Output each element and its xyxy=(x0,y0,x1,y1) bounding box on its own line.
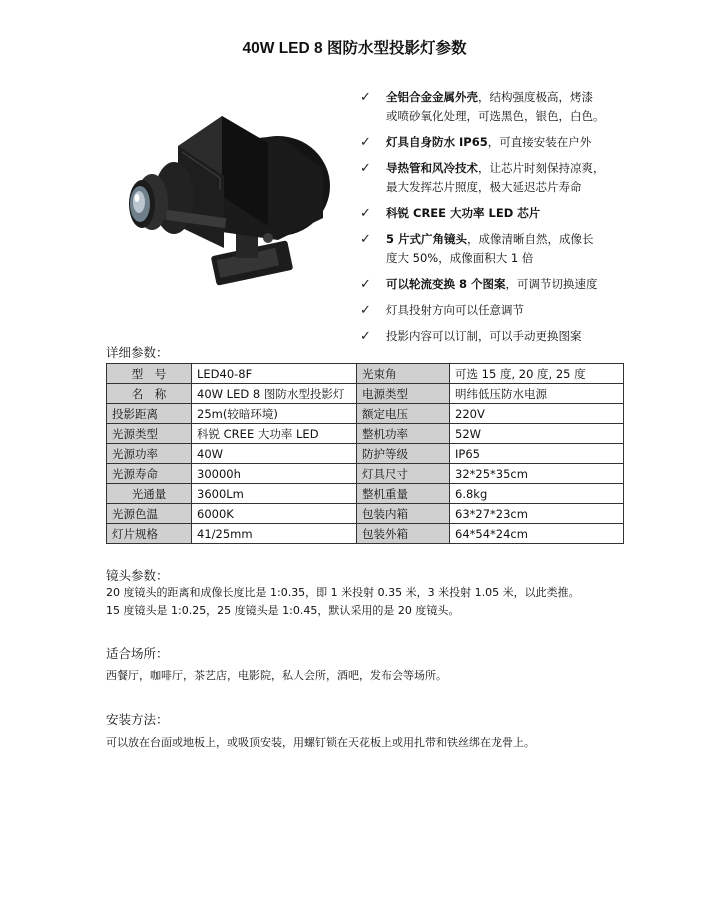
install-text: 可以放在台面或地板上，或吸顶安装，用螺钉锁在天花板上或用扎带和铁丝绑在龙骨上。 xyxy=(106,736,535,749)
spec-label: 光束角 xyxy=(357,364,450,384)
feature-text-line2: 度大 50%，成像面积大 1 倍 xyxy=(386,251,534,265)
lens-line-1: 20 度镜头的距离和成像长度比是 1:0.35，即 1 米投射 0.35 米，3 米投射 1.05 米，以此类推。 xyxy=(106,586,580,599)
spec-value: 63*27*23cm xyxy=(450,504,624,524)
spec-value: 6.8kg xyxy=(450,484,624,504)
spec-value: 30000h xyxy=(192,464,357,484)
spec-value: 52W xyxy=(450,424,624,444)
spec-value: LED40-8F xyxy=(192,364,357,384)
spec-label: 包装内箱 xyxy=(357,504,450,524)
spec-label: 名 称 xyxy=(107,384,192,404)
feature-text: ，成像清晰自然，成像长 xyxy=(467,232,594,246)
spec-value: 3600Lm xyxy=(192,484,357,504)
spec-value: 40W LED 8 图防水型投影灯 xyxy=(192,384,357,404)
spec-value: 科锐 CREE 大功率 LED xyxy=(192,424,357,444)
table-row xyxy=(107,484,624,504)
checkmark-icon: ✓ xyxy=(360,90,371,105)
feature-item xyxy=(360,230,620,268)
feature-highlight: 科锐 CREE 大功率 LED 芯片 xyxy=(386,206,541,220)
feature-highlight: 可以轮流变换 8 个图案 xyxy=(386,277,506,291)
table-row xyxy=(107,364,624,384)
venues-text: 西餐厅，咖啡厅，茶艺店，电影院，私人会所，酒吧，发布会等场所。 xyxy=(106,669,447,682)
page-title: 40W LED 8 图防水型投影灯参数 xyxy=(242,40,467,57)
feature-item xyxy=(360,159,620,197)
table-row xyxy=(107,444,624,464)
spec-value: 25m(较暗环境) xyxy=(192,404,357,424)
spec-label: 光源色温 xyxy=(107,504,192,524)
feature-item xyxy=(360,88,620,126)
spec-label: 整机重量 xyxy=(357,484,450,504)
feature-highlight: 全铝合金金属外壳 xyxy=(386,90,478,104)
feature-item xyxy=(360,133,620,152)
spec-value: 64*54*24cm xyxy=(450,524,624,544)
spec-value: IP65 xyxy=(450,444,624,464)
spec-label: 防护等级 xyxy=(357,444,450,464)
spec-label: 额定电压 xyxy=(357,404,450,424)
feature-highlight: 5 片式广角镜头 xyxy=(386,232,468,246)
checkmark-icon: ✓ xyxy=(360,277,371,292)
feature-text-line2: 最大发挥芯片照度，极大延迟芯片寿命 xyxy=(386,180,582,194)
feature-item xyxy=(360,301,620,320)
spec-label: 光源功率 xyxy=(107,444,192,464)
feature-list xyxy=(360,88,620,353)
spec-label: 光源类型 xyxy=(107,424,192,444)
feature-text: ，可直接安装在户外 xyxy=(487,135,592,149)
checkmark-icon: ✓ xyxy=(360,329,371,344)
feature-item xyxy=(360,204,620,223)
table-row xyxy=(107,524,624,544)
feature-text-line2: 或喷砂氧化处理，可选黑色，银色，白色。 xyxy=(386,109,605,123)
spec-value: 明纬低压防水电源 xyxy=(450,384,624,404)
spec-value: 32*25*35cm xyxy=(450,464,624,484)
venues-heading: 适合场所： xyxy=(106,646,169,661)
checkmark-icon: ✓ xyxy=(360,161,371,176)
table-row xyxy=(107,424,624,444)
feature-item xyxy=(360,327,620,346)
feature-highlight: 灯具自身防水 IP65 xyxy=(386,135,488,149)
spec-label: 灯具尺寸 xyxy=(357,464,450,484)
feature-text: ，让芯片时刻保持凉爽， xyxy=(478,161,605,175)
checkmark-icon: ✓ xyxy=(360,206,371,221)
spec-value: 41/25mm xyxy=(192,524,357,544)
feature-text: ，可调节切换速度 xyxy=(505,277,598,291)
feature-highlight: 导热管和风冷技术 xyxy=(386,161,478,175)
checkmark-icon: ✓ xyxy=(360,232,371,247)
lens-line-2: 15 度镜头是 1:0.25，25 度镜头是 1:0.45，默认采用的是 20 度镜头。 xyxy=(106,604,460,617)
spec-label: 投影距离 xyxy=(107,404,192,424)
table-row xyxy=(107,504,624,524)
projector-lamp-image xyxy=(118,98,340,294)
spec-value: 可选 15 度, 20 度, 25 度 xyxy=(450,364,624,384)
details-label: 详细参数： xyxy=(106,345,169,360)
spec-label: 光通量 xyxy=(107,484,192,504)
table-row xyxy=(107,404,624,424)
spec-label: 光源寿命 xyxy=(107,464,192,484)
feature-text: 投影内容可以订制，可以手动更换图案 xyxy=(386,329,582,343)
spec-label: 整机功率 xyxy=(357,424,450,444)
feature-text: 灯具投射方向可以任意调节 xyxy=(386,303,524,317)
spec-label: 灯片规格 xyxy=(107,524,192,544)
feature-item xyxy=(360,275,620,294)
spec-label: 型 号 xyxy=(107,364,192,384)
checkmark-icon: ✓ xyxy=(360,135,371,150)
table-row xyxy=(107,384,624,404)
spec-value: 6000K xyxy=(192,504,357,524)
spec-label: 电源类型 xyxy=(357,384,450,404)
table-row xyxy=(107,464,624,484)
spec-value: 40W xyxy=(192,444,357,464)
install-heading: 安装方法： xyxy=(106,712,169,727)
spec-label: 包装外箱 xyxy=(357,524,450,544)
spec-value: 220V xyxy=(450,404,624,424)
feature-text: ，结构强度极高，烤漆 xyxy=(478,90,593,104)
checkmark-icon: ✓ xyxy=(360,303,371,318)
lens-heading: 镜头参数： xyxy=(106,568,169,583)
spec-table xyxy=(106,363,624,544)
